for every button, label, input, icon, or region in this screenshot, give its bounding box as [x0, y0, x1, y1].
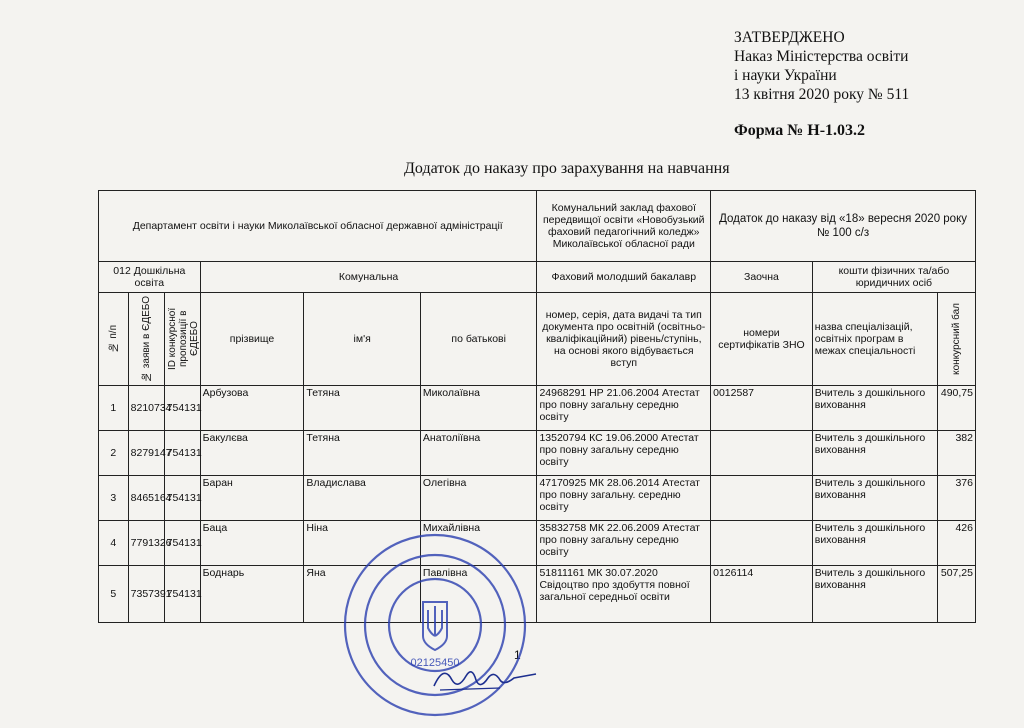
row-zno [711, 521, 813, 566]
signature [430, 660, 540, 700]
col-header-name: ім'я [304, 293, 421, 386]
row-program: Вчитель з дошкільного виховання [812, 431, 937, 476]
row-offer-id: 754131 [164, 476, 200, 521]
row-patronymic: Михайлівна [420, 521, 537, 566]
row-app-no: 7357391 [128, 566, 164, 623]
row-program: Вчитель з дошкільного виховання [812, 566, 937, 623]
row-document: 51811161 МК 30.07.2020 Свідоцтво про здобуття повної загальної середньої освіти [537, 566, 711, 623]
table-row [99, 386, 976, 431]
approval-line-1: ЗАТВЕРДЖЕНО [734, 29, 845, 46]
trident-icon [423, 602, 447, 650]
row-patronymic: Павлівна [420, 566, 537, 623]
approval-line-3: і науки України [734, 67, 837, 84]
row-zno: 0126114 [711, 566, 813, 623]
row-offer-id: 754131 [164, 431, 200, 476]
row-zno: 0012587 [711, 386, 813, 431]
col-header-programs: назва спеціалізацій, освітніх програм в межах спеціальності [812, 293, 937, 386]
row-document: 13520794 КС 19.06.2000 Атестат про повну загальну середню освіту [537, 431, 711, 476]
row-num: 2 [99, 431, 129, 476]
row-name: Тетяна [304, 431, 421, 476]
stamp-code: 02125450 [410, 657, 460, 669]
row-surname: Баца [200, 521, 304, 566]
approval-line-4: 13 квітня 2020 року № 511 [734, 86, 910, 103]
row-patronymic: Олегівна [420, 476, 537, 521]
page-number: 1 [514, 648, 521, 662]
row-surname: Боднарь [200, 566, 304, 623]
row-zno [711, 476, 813, 521]
row-score: 507,25 [937, 566, 975, 623]
col-header-score: конкурсний бал [937, 293, 975, 386]
approval-block [734, 28, 909, 104]
row-offer-id: 754131 [164, 521, 200, 566]
row-surname: Бакулєва [200, 431, 304, 476]
institution-cell: Комунальний заклад фахової передвищої освіти «Новобузький фаховий педагогічний коледж» Миколаївської обласної ради [537, 191, 711, 262]
row-name: Яна [304, 566, 421, 623]
col-header-surname: прізвище [200, 293, 304, 386]
col-header-app-no: № заяви в ЄДЕБО [128, 293, 164, 386]
approval-line-2: Наказ Міністерства освіти [734, 48, 909, 65]
row-program: Вчитель з дошкільного виховання [812, 476, 937, 521]
row-surname: Арбузова [200, 386, 304, 431]
row-name: Тетяна [304, 386, 421, 431]
col-header-num: № п/п [99, 293, 129, 386]
funding-cell: кошти фізичних та/або юридичних осіб [812, 262, 975, 293]
row-document: 24968291 НР 21.06.2004 Атестат про повну загальну середню освіту [537, 386, 711, 431]
row-num: 1 [99, 386, 129, 431]
row-patronymic: Анатоліївна [420, 431, 537, 476]
table-row [99, 431, 976, 476]
col-header-patronymic: по батькові [420, 293, 537, 386]
specialty-cell: 012 Дошкільна освіта [99, 262, 201, 293]
row-program: Вчитель з дошкільного виховання [812, 521, 937, 566]
document-title: Додаток до наказу про зарахування на навчання [404, 160, 730, 177]
department-cell: Департамент освіти і науки Миколаївської обласної державної адміністрації [99, 191, 537, 262]
row-program: Вчитель з дошкільного виховання [812, 386, 937, 431]
row-offer-id: 754131 [164, 386, 200, 431]
row-score: 426 [937, 521, 975, 566]
col-header-offer-id: ID конкурсної пропозиції в ЄДЕБО [164, 293, 200, 386]
row-document: 47170925 МК 28.06.2014 Атестат про повну загальну. середню освіту [537, 476, 711, 521]
row-num: 5 [99, 566, 129, 623]
row-score: 382 [937, 431, 975, 476]
row-app-no: 8210734 [128, 386, 164, 431]
row-surname: Баран [200, 476, 304, 521]
ownership-cell: Комунальна [200, 262, 537, 293]
degree-cell: Фаховий молодший бакалавр [537, 262, 711, 293]
row-name: Владислава [304, 476, 421, 521]
table-row [99, 521, 976, 566]
study-form-cell: Заочна [711, 262, 813, 293]
table-row [99, 566, 976, 623]
row-app-no: 8465164 [128, 476, 164, 521]
row-document: 35832758 МК 22.06.2009 Атестат про повну загальну середню освіту [537, 521, 711, 566]
row-score: 376 [937, 476, 975, 521]
col-header-zno: номери сертифікатів ЗНО [711, 293, 813, 386]
order-reference-cell: Додаток до наказу від «18» вересня 2020 року № 100 с/з [711, 191, 976, 262]
col-header-document: номер, серія, дата видачі та тип документа про освітній (освітньо-кваліфікаційний) рівень/ступінь, на основі якого відбувається вступ [537, 293, 711, 386]
form-number: Форма № Н-1.03.2 [734, 122, 866, 139]
row-score: 490,75 [937, 386, 975, 431]
table-row [99, 476, 976, 521]
row-app-no: 7791326 [128, 521, 164, 566]
row-num: 4 [99, 521, 129, 566]
row-num: 3 [99, 476, 129, 521]
row-name: Ніна [304, 521, 421, 566]
row-app-no: 8279147 [128, 431, 164, 476]
row-patronymic: Миколаївна [420, 386, 537, 431]
enrollment-table [98, 190, 976, 623]
row-offer-id: 754131 [164, 566, 200, 623]
row-zno [711, 431, 813, 476]
